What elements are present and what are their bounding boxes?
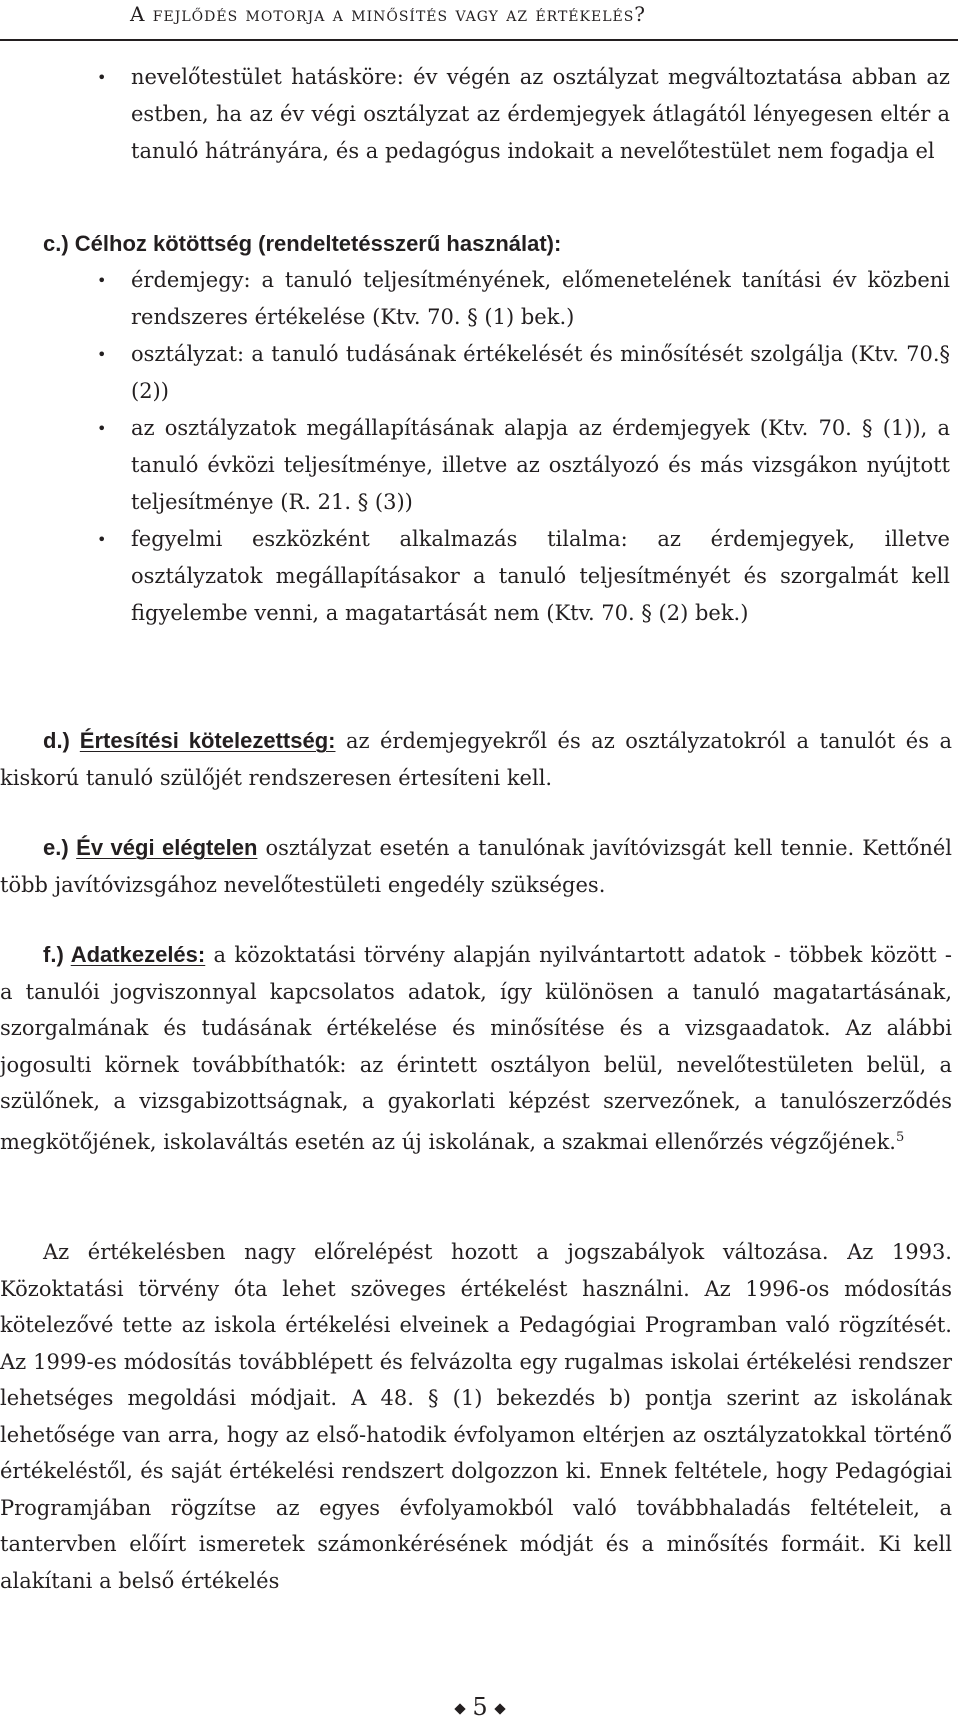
section-c-heading: c.) Célhoz kötöttség (rendeltetésszerű használat): [43, 231, 562, 256]
section-f-text: a közoktatási törvény alapján nyilvántartott adatok - többek között - a tanulói jogviszonnyal kapcsolatos adatok, így különösen a tanuló magatartásának, szorgalmának és tudásának értékelése és minősítése és a vizsgaadatok. Az alábbi jogosulti körnek továbbíthatók: az érintett osztályon belül, nevelőtestületen belül, a szülőnek, a vizsgabizottságnak, a gyakorlati képzést szervezőnek, a tanulószerződés megkötőjének, iskolaváltás esetén az új iskolának, a szakmai ellenőrzés végzőjének. [0, 943, 952, 1154]
section-e-prefix: e.) [43, 835, 77, 860]
diamond-right-icon [494, 1703, 505, 1714]
section-e-label: Év végi elégtelen [76, 835, 258, 860]
section-d-paragraph [0, 723, 960, 796]
list-item [0, 336, 960, 410]
list-item-text: nevelőtestület hatásköre: év végén az osztályzat megváltoztatása abban az estben, ha az év végi osztályzat az érdemjegyek átlagától lényegesen eltér a tanuló hátrányára, és a pedagógus indokait a nevelőtestület nem fogadja el [131, 65, 950, 163]
bullet-icon: • [97, 419, 107, 438]
section-c-list [0, 262, 960, 632]
bullet-icon: • [97, 271, 107, 290]
list-item-text: az osztályzatok megállapításának alapja az érdemjegyek (Ktv. 70. § (1)), a tanuló évközi teljesítménye, illetve az osztályozó és más vizsgákon nyújtott teljesítménye (R. 21. § (3)) [131, 416, 950, 514]
list-item [0, 521, 960, 632]
list-item [0, 59, 960, 170]
section-f [0, 937, 960, 1160]
list-item-text: osztályzat: a tanuló tudásának értékelését és minősítését szolgálja (Ktv. 70.§ (2)) [131, 342, 950, 403]
page-number-footer [0, 1695, 960, 1719]
section-f-prefix: f.) [43, 942, 71, 967]
list-item [0, 262, 960, 336]
header-rule [0, 39, 958, 41]
section-d-prefix: d.) [43, 728, 80, 753]
top-bullet-list [0, 59, 960, 170]
section-e-paragraph [0, 830, 960, 903]
list-item-text: érdemjegy: a tanuló teljesítményének, előmenetelének tanítási év közbeni rendszeres értékelése (Ktv. 70. § (1) bek.) [131, 268, 950, 329]
footnote-mark: 5 [895, 1129, 905, 1145]
bullet-icon: • [97, 530, 107, 549]
section-c [0, 225, 960, 632]
diamond-left-icon [455, 1703, 466, 1714]
list-item [0, 410, 960, 521]
section-f-label: Adatkezelés: [70, 942, 206, 967]
section-d [0, 723, 960, 796]
section-e-text: osztályzat esetén a tanulónak javítóvizsgát kell tennie. Kettőnél több javítóvizsgához nevelőtestületi engedély szükséges. [0, 836, 952, 897]
running-title: A fejlődés motorja a minősítés vagy az értékelés? [130, 2, 647, 26]
section-d-text: az érdemjegyekről és az osztályzatokról a tanulót és a kiskorú tanuló szülőjét rendszeresen értesíteni kell. [0, 729, 952, 790]
page-number: 5 [472, 1693, 488, 1721]
list-item-text: fegyelmi eszközként alkalmazás tilalma: az érdemjegyek, illetve osztályzatok megállapításakor a tanuló teljesítményét és szorgalmát kell figyelembe venni, a magatartását nem (Ktv. 70. § (2) bek.) [131, 527, 950, 625]
bullet-icon: • [97, 345, 107, 364]
closing-paragraph: Az értékelésben nagy előrelépést hozott a jogszabályok változása. Az 1993. Közoktatási törvény óta lehet szöveges értékelést használni. Az 1996-os módosítás kötelezővé tette az iskola értékelési elveinek a Pedagógiai Programban való rögzítését. Az 1999-es módosítás továbblépett és felvázolta egy rugalmas iskolai értékelési rendszer lehetséges megoldási módjait. A 48. § (1) bekezdés b) pontja szerint az iskolának lehetősége van arra, hogy az első-hatodik évfolyamon eltérjen az osztályzatokkal történő értékeléstől, és saját értékelési rendszert dolgozzon ki. Ennek feltétele, hogy Pedagógiai Programjában rögzítse az egyes évfolyamokból való továbbhaladás feltételeit, a tantervben előírt ismeretek számonkérésének módját és a minősítés formáit. Ki kell alakítani a belső értékelés [0, 1240, 952, 1593]
section-f-paragraph [0, 937, 960, 1160]
closing-section [0, 1234, 960, 1599]
section-d-label: Értesítési kötelezettség: [79, 728, 336, 753]
section-e [0, 830, 960, 903]
top-bullet-list-block [0, 59, 960, 170]
bullet-icon: • [97, 68, 107, 87]
